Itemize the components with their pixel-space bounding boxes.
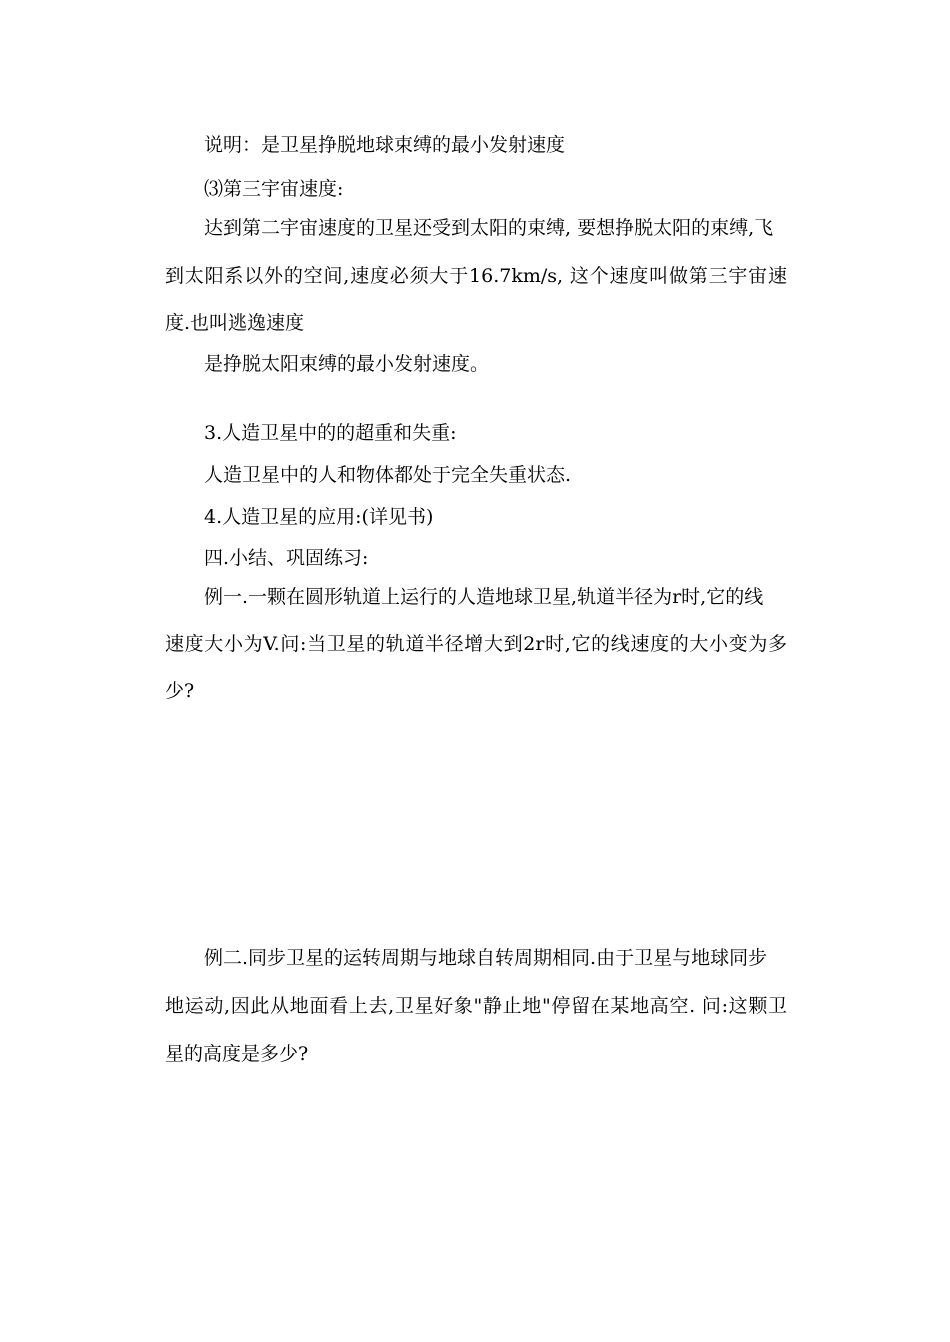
text-line: 是挣脱太阳束缚的最小发射速度。 <box>204 353 490 375</box>
example-two-line: 例二.同步卫星的运转周期与地球自转周期相同.由于卫星与地球同步 <box>204 947 768 969</box>
text-line-explanation: 说明：是卫星挣脱地球束缚的最小发射速度 <box>204 134 566 156</box>
example-one-line: 少? <box>165 680 195 702</box>
section-heading-overweight-weightlessness: 3.人造卫星中的的超重和失重: <box>204 422 457 444</box>
example-two-line: 星的高度是多少? <box>165 1043 309 1065</box>
example-one-line: 速度大小为V.问:当卫星的轨道半径增大到2r时,它的线速度的大小变为多 <box>165 633 787 655</box>
example-two-line: 地运动,因此从地面看上去,卫星好象"静止地"停留在某地高空. 问:这颗卫 <box>165 995 787 1017</box>
text-line: 达到第二宇宙速度的卫星还受到太阳的束缚, 要想挣脱太阳的束缚,飞 <box>204 217 774 239</box>
text-line: 度.也叫逃逸速度 <box>165 312 305 334</box>
example-one-line: 例一.一颗在圆形轨道上运行的人造地球卫星,轨道半径为r时,它的线 <box>204 586 764 608</box>
section-heading-summary: 四.小结、巩固练习: <box>204 547 369 569</box>
text-line: 人造卫星中的人和物体都处于完全失重状态. <box>204 464 572 486</box>
section-heading-third-cosmic-velocity: ⑶第三宇宙速度: <box>204 178 344 200</box>
text-line: 到太阳系以外的空间,速度必须大于16.7km/s, 这个速度叫做第三宇宙速 <box>165 265 787 287</box>
section-heading-satellite-applications: 4.人造卫星的应用:(详见书) <box>204 506 434 528</box>
